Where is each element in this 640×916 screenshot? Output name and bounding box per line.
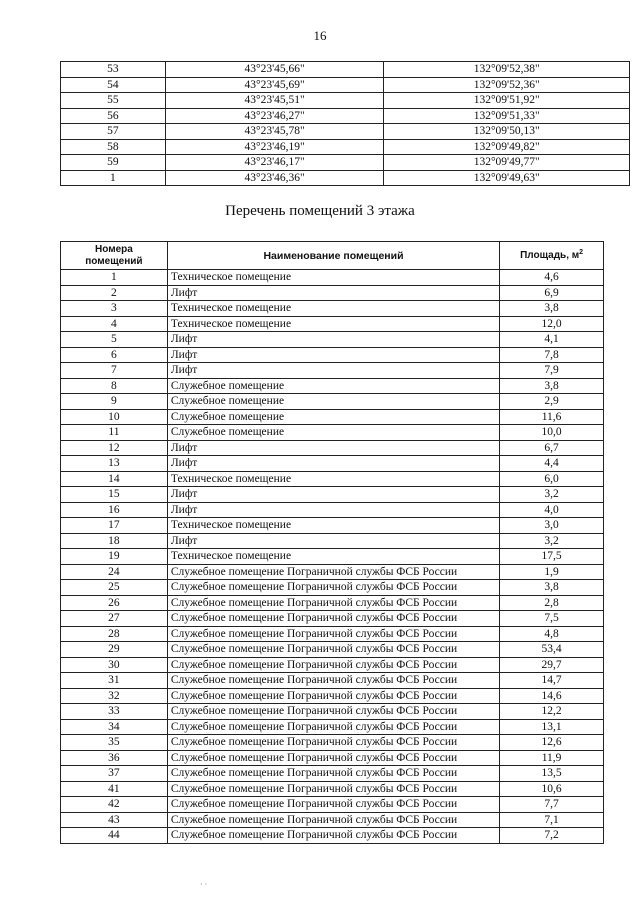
coordinate-row <box>61 139 630 155</box>
room-number: 36 <box>61 750 168 766</box>
section-title: Перечень помещений 3 этажа <box>225 203 415 219</box>
room-row <box>61 394 604 410</box>
room-area: 3,0 <box>500 518 604 534</box>
room-number: 41 <box>61 781 168 797</box>
coordinate-row <box>61 108 630 124</box>
rooms-table <box>60 241 604 844</box>
room-area: 7,8 <box>500 347 604 363</box>
room-area: 2,9 <box>500 394 604 410</box>
coordinate-longitude: 132°09'49,82" <box>384 139 630 155</box>
room-name: Лифт <box>167 487 499 503</box>
coordinate-latitude: 43°23'46,17" <box>165 155 384 171</box>
room-number: 25 <box>61 580 168 596</box>
room-area: 53,4 <box>500 642 604 658</box>
header-room-area-label: Площадь, м <box>520 249 580 261</box>
room-name: Служебное помещение Пограничной службы ФСБ России <box>167 735 499 751</box>
room-row <box>61 595 604 611</box>
room-area: 4,8 <box>500 626 604 642</box>
room-area: 4,4 <box>500 456 604 472</box>
header-room-area-sup: 2 <box>579 248 584 256</box>
room-name: Служебное помещение Пограничной службы ФСБ России <box>167 750 499 766</box>
room-name: Служебное помещение Пограничной службы ФСБ России <box>167 673 499 689</box>
room-area: 7,5 <box>500 611 604 627</box>
room-name: Служебное помещение Пограничной службы ФСБ России <box>167 688 499 704</box>
coordinate-point-number: 1 <box>61 170 166 186</box>
room-row <box>61 549 604 565</box>
room-row <box>61 301 604 317</box>
room-number: 28 <box>61 626 168 642</box>
room-area: 3,2 <box>500 533 604 549</box>
room-row <box>61 750 604 766</box>
coordinate-longitude: 132°09'51,33" <box>384 108 630 124</box>
room-area: 13,5 <box>500 766 604 782</box>
coordinate-row <box>61 93 630 109</box>
rooms-table-header <box>61 242 604 270</box>
header-room-area <box>500 242 604 270</box>
room-name: Техническое помещение <box>167 316 499 332</box>
room-number: 26 <box>61 595 168 611</box>
room-number: 19 <box>61 549 168 565</box>
room-area: 4,6 <box>500 270 604 286</box>
room-number: 4 <box>61 316 168 332</box>
coordinates-table-body <box>61 62 630 186</box>
room-row <box>61 285 604 301</box>
room-area: 29,7 <box>500 657 604 673</box>
room-row <box>61 378 604 394</box>
room-name: Служебное помещение Пограничной службы ФСБ России <box>167 580 499 596</box>
room-area: 4,1 <box>500 332 604 348</box>
coordinate-latitude: 43°23'46,36" <box>165 170 384 186</box>
room-area: 11,6 <box>500 409 604 425</box>
room-number: 1 <box>61 270 168 286</box>
room-row <box>61 363 604 379</box>
rooms-table-body <box>61 270 604 844</box>
room-area: 1,9 <box>500 564 604 580</box>
room-number: 11 <box>61 425 168 441</box>
coordinate-row <box>61 155 630 171</box>
coordinate-longitude: 132°09'49,63" <box>384 170 630 186</box>
room-number: 31 <box>61 673 168 689</box>
room-number: 18 <box>61 533 168 549</box>
room-name: Техническое помещение <box>167 518 499 534</box>
room-name: Служебное помещение Пограничной службы ФСБ России <box>167 564 499 580</box>
coordinate-latitude: 43°23'45,78" <box>165 124 384 140</box>
room-number: 29 <box>61 642 168 658</box>
room-number: 10 <box>61 409 168 425</box>
coordinate-point-number: 58 <box>61 139 166 155</box>
header-room-number-line2: помещений <box>85 255 143 267</box>
room-number: 30 <box>61 657 168 673</box>
room-name: Служебное помещение Пограничной службы ФСБ России <box>167 797 499 813</box>
room-number: 5 <box>61 332 168 348</box>
room-name: Служебное помещение <box>167 409 499 425</box>
room-area: 7,1 <box>500 812 604 828</box>
coordinate-latitude: 43°23'46,19" <box>165 139 384 155</box>
room-row <box>61 502 604 518</box>
room-number: 42 <box>61 797 168 813</box>
room-area: 12,2 <box>500 704 604 720</box>
room-area: 3,8 <box>500 378 604 394</box>
room-row <box>61 797 604 813</box>
room-area: 6,0 <box>500 471 604 487</box>
room-name: Техническое помещение <box>167 270 499 286</box>
room-name: Служебное помещение Пограничной службы ФСБ России <box>167 781 499 797</box>
room-area: 3,2 <box>500 487 604 503</box>
room-row <box>61 657 604 673</box>
room-area: 12,0 <box>500 316 604 332</box>
room-row <box>61 781 604 797</box>
room-row <box>61 828 604 844</box>
room-number: 7 <box>61 363 168 379</box>
room-name: Лифт <box>167 332 499 348</box>
page-number: 16 <box>313 28 327 43</box>
room-row <box>61 673 604 689</box>
room-area: 6,7 <box>500 440 604 456</box>
room-number: 17 <box>61 518 168 534</box>
room-area: 6,9 <box>500 285 604 301</box>
room-area: 13,1 <box>500 719 604 735</box>
room-area: 3,8 <box>500 301 604 317</box>
room-row <box>61 332 604 348</box>
room-name: Служебное помещение Пограничной службы ФСБ России <box>167 626 499 642</box>
room-area: 14,6 <box>500 688 604 704</box>
room-name: Лифт <box>167 285 499 301</box>
room-row <box>61 580 604 596</box>
coordinate-longitude: 132°09'52,36" <box>384 77 630 93</box>
coordinate-row <box>61 124 630 140</box>
room-name: Служебное помещение Пограничной службы ФСБ России <box>167 828 499 844</box>
room-row <box>61 316 604 332</box>
room-name: Лифт <box>167 502 499 518</box>
room-name: Техническое помещение <box>167 549 499 565</box>
room-area: 7,9 <box>500 363 604 379</box>
room-area: 2,8 <box>500 595 604 611</box>
header-room-number <box>61 242 168 270</box>
room-area: 11,9 <box>500 750 604 766</box>
coordinate-row <box>61 170 630 186</box>
coordinate-latitude: 43°23'45,66" <box>165 62 384 78</box>
room-area: 17,5 <box>500 549 604 565</box>
room-row <box>61 626 604 642</box>
room-name: Лифт <box>167 533 499 549</box>
room-name: Служебное помещение <box>167 378 499 394</box>
coordinate-longitude: 132°09'50,13" <box>384 124 630 140</box>
room-number: 15 <box>61 487 168 503</box>
coordinate-longitude: 132°09'52,38" <box>384 62 630 78</box>
room-number: 33 <box>61 704 168 720</box>
room-row <box>61 564 604 580</box>
room-row <box>61 518 604 534</box>
coordinates-table <box>60 61 630 186</box>
room-area: 4,0 <box>500 502 604 518</box>
room-area: 10,0 <box>500 425 604 441</box>
room-number: 13 <box>61 456 168 472</box>
room-number: 14 <box>61 471 168 487</box>
coordinate-point-number: 59 <box>61 155 166 171</box>
room-row <box>61 766 604 782</box>
scan-mark: · · <box>200 880 208 889</box>
room-row <box>61 533 604 549</box>
room-name: Лифт <box>167 347 499 363</box>
room-number: 35 <box>61 735 168 751</box>
room-name: Лифт <box>167 456 499 472</box>
coordinate-latitude: 43°23'45,51" <box>165 93 384 109</box>
coordinate-longitude: 132°09'51,92" <box>384 93 630 109</box>
room-name: Служебное помещение Пограничной службы ФСБ России <box>167 595 499 611</box>
room-number: 34 <box>61 719 168 735</box>
room-area: 14,7 <box>500 673 604 689</box>
room-name: Лифт <box>167 363 499 379</box>
coordinate-row <box>61 62 630 78</box>
room-number: 32 <box>61 688 168 704</box>
room-name: Служебное помещение Пограничной службы ФСБ России <box>167 766 499 782</box>
room-row <box>61 440 604 456</box>
room-number: 12 <box>61 440 168 456</box>
room-row <box>61 270 604 286</box>
room-name: Служебное помещение Пограничной службы ФСБ России <box>167 719 499 735</box>
room-name: Служебное помещение <box>167 425 499 441</box>
coordinate-row <box>61 77 630 93</box>
room-area: 7,2 <box>500 828 604 844</box>
header-room-name: Наименование помещений <box>167 242 499 270</box>
room-number: 8 <box>61 378 168 394</box>
room-row <box>61 487 604 503</box>
room-number: 3 <box>61 301 168 317</box>
room-row <box>61 735 604 751</box>
room-row <box>61 409 604 425</box>
room-number: 43 <box>61 812 168 828</box>
room-number: 9 <box>61 394 168 410</box>
coordinate-point-number: 55 <box>61 93 166 109</box>
coordinate-point-number: 53 <box>61 62 166 78</box>
room-name: Служебное помещение Пограничной службы ФСБ России <box>167 704 499 720</box>
header-room-number-line1: Номера <box>95 243 133 255</box>
room-name: Техническое помещение <box>167 301 499 317</box>
room-row <box>61 704 604 720</box>
room-row <box>61 471 604 487</box>
room-area: 7,7 <box>500 797 604 813</box>
room-number: 6 <box>61 347 168 363</box>
room-area: 3,8 <box>500 580 604 596</box>
room-row <box>61 642 604 658</box>
room-row <box>61 347 604 363</box>
room-row <box>61 611 604 627</box>
room-name: Служебное помещение Пограничной службы ФСБ России <box>167 812 499 828</box>
room-row <box>61 425 604 441</box>
room-name: Служебное помещение Пограничной службы ФСБ России <box>167 657 499 673</box>
room-row <box>61 719 604 735</box>
coordinate-point-number: 56 <box>61 108 166 124</box>
room-area: 12,6 <box>500 735 604 751</box>
coordinate-latitude: 43°23'45,69" <box>165 77 384 93</box>
room-number: 24 <box>61 564 168 580</box>
room-name: Служебное помещение Пограничной службы ФСБ России <box>167 611 499 627</box>
coordinate-point-number: 57 <box>61 124 166 140</box>
room-row <box>61 456 604 472</box>
room-number: 16 <box>61 502 168 518</box>
room-area: 10,6 <box>500 781 604 797</box>
coordinate-latitude: 43°23'46,27" <box>165 108 384 124</box>
room-name: Лифт <box>167 440 499 456</box>
coordinate-longitude: 132°09'49,77" <box>384 155 630 171</box>
room-number: 37 <box>61 766 168 782</box>
room-row <box>61 688 604 704</box>
coordinate-point-number: 54 <box>61 77 166 93</box>
room-name: Служебное помещение <box>167 394 499 410</box>
room-number: 27 <box>61 611 168 627</box>
room-name: Техническое помещение <box>167 471 499 487</box>
room-name: Служебное помещение Пограничной службы ФСБ России <box>167 642 499 658</box>
room-row <box>61 812 604 828</box>
room-number: 2 <box>61 285 168 301</box>
room-number: 44 <box>61 828 168 844</box>
